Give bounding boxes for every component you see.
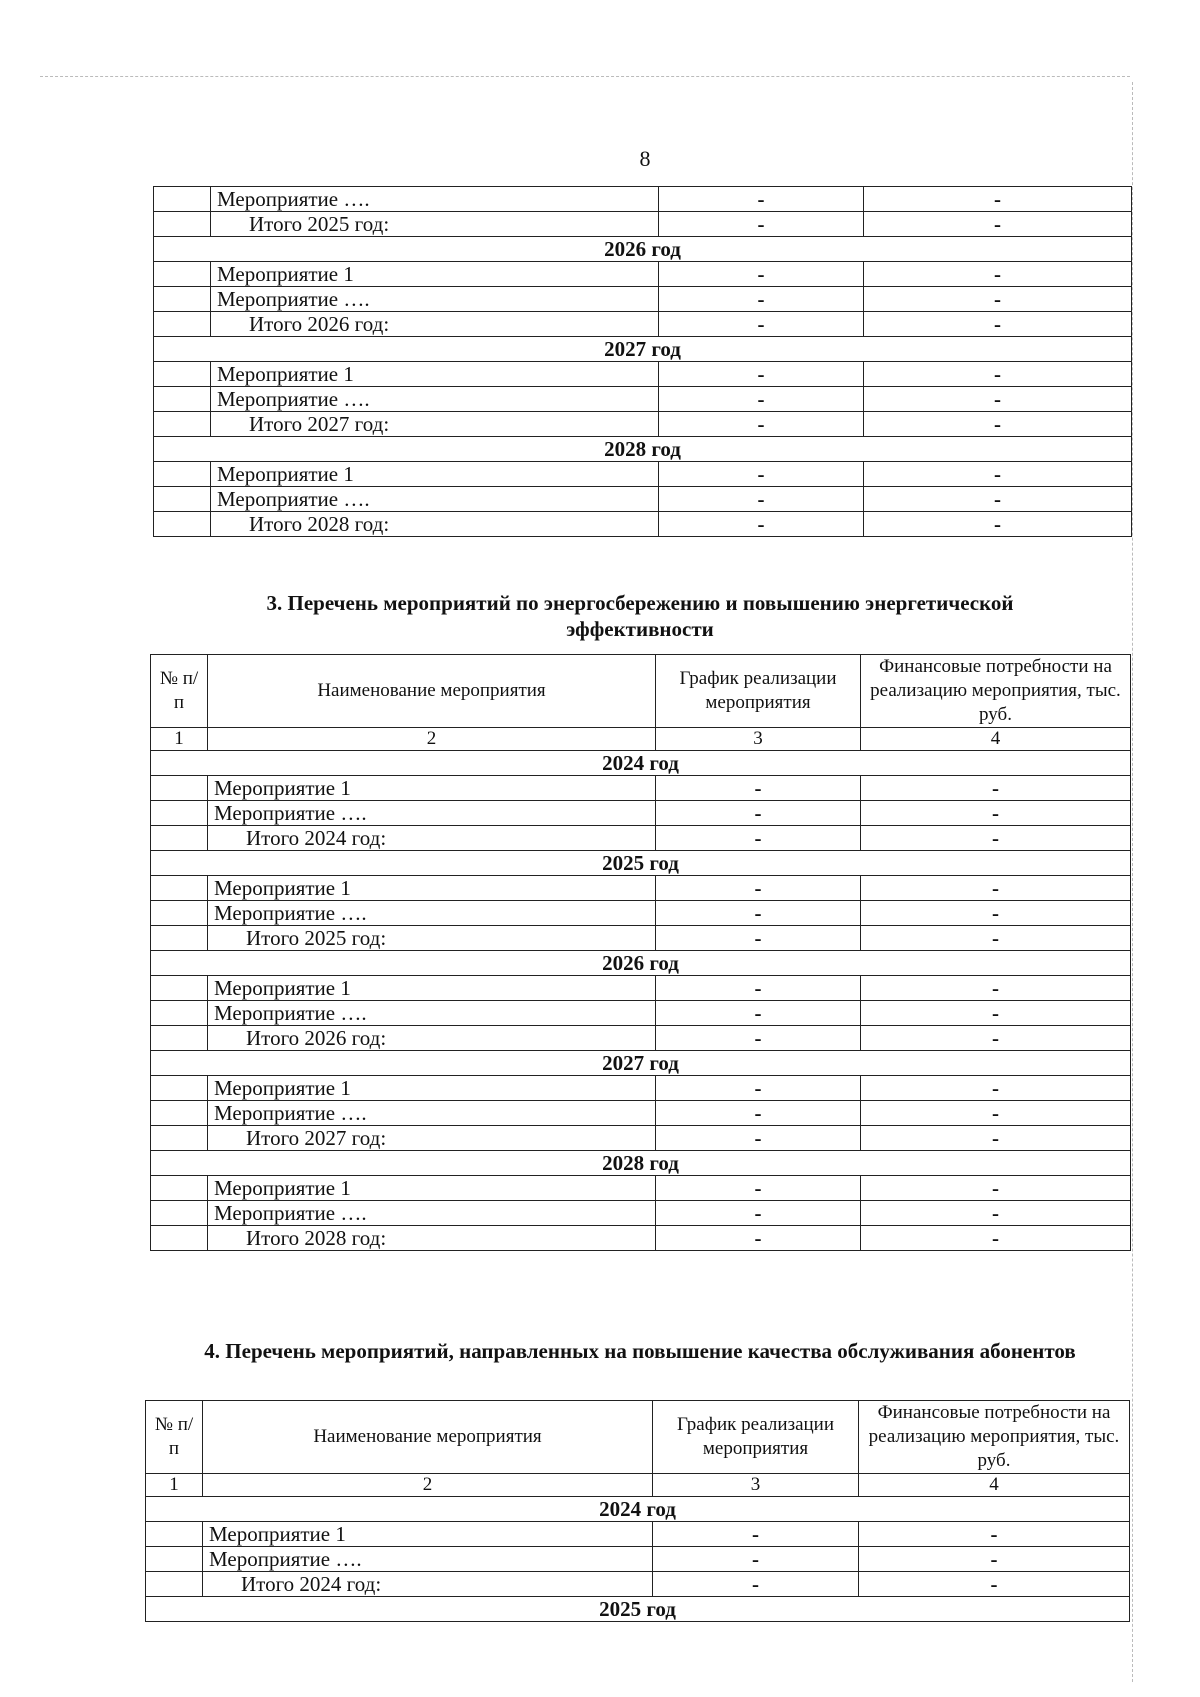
column-header-name: Наименование мероприятия <box>203 1401 653 1474</box>
section-3-title: 3. Перечень мероприятий по энергосбережению и повышению энергетической эффективности <box>266 591 1014 641</box>
measure-name: Мероприятие …. <box>211 287 659 312</box>
row-number-cell <box>151 1101 208 1126</box>
finance-value: - <box>859 1522 1130 1547</box>
table-row <box>154 462 1132 487</box>
column-number: 3 <box>656 728 861 751</box>
section-4-title: 4. Перечень мероприятий, направленных на повышение качества обслуживания абонентов <box>204 1339 1076 1363</box>
row-number-cell <box>154 412 211 437</box>
table-row <box>151 1126 1131 1151</box>
table-row <box>154 312 1132 337</box>
year-row <box>151 1051 1131 1076</box>
year-heading: 2024 год <box>151 751 1131 776</box>
scan-edge-top <box>40 76 1130 77</box>
measure-name: Мероприятие 1 <box>211 262 659 287</box>
row-number-cell <box>151 1126 208 1151</box>
finance-value: - <box>861 826 1131 851</box>
total-label: Итого 2028 год: <box>208 1226 656 1251</box>
year-heading: 2025 год <box>151 851 1131 876</box>
year-row <box>151 951 1131 976</box>
year-row <box>151 851 1131 876</box>
row-number-cell <box>154 187 211 212</box>
finance-value: - <box>864 412 1132 437</box>
schedule-value: - <box>659 462 864 487</box>
schedule-value: - <box>659 212 864 237</box>
total-label: Итого 2028 год: <box>211 512 659 537</box>
row-number-cell <box>151 1226 208 1251</box>
table-row <box>151 876 1131 901</box>
total-label: Итого 2025 год: <box>208 926 656 951</box>
table-row <box>154 487 1132 512</box>
table-row <box>146 1522 1130 1547</box>
table-row <box>154 262 1132 287</box>
schedule-value: - <box>656 1126 861 1151</box>
year-heading: 2028 год <box>151 1151 1131 1176</box>
column-number: 1 <box>146 1474 203 1497</box>
finance-value: - <box>861 926 1131 951</box>
schedule-value: - <box>659 512 864 537</box>
row-number-cell <box>154 312 211 337</box>
finance-value: - <box>864 287 1132 312</box>
finance-value: - <box>861 1076 1131 1101</box>
header-row <box>146 1401 1130 1474</box>
schedule-value: - <box>659 362 864 387</box>
finance-value: - <box>864 387 1132 412</box>
table-row <box>151 1226 1131 1251</box>
finance-value: - <box>864 212 1132 237</box>
schedule-value: - <box>656 1226 861 1251</box>
year-row <box>154 437 1132 462</box>
table-row <box>154 187 1132 212</box>
scan-edge-right <box>1132 82 1133 1682</box>
year-heading: 2027 год <box>151 1051 1131 1076</box>
measure-name: Мероприятие 1 <box>208 1176 656 1201</box>
column-number: 3 <box>653 1474 859 1497</box>
table-row <box>154 387 1132 412</box>
year-row <box>154 337 1132 362</box>
measure-name: Мероприятие …. <box>208 1201 656 1226</box>
schedule-value: - <box>656 801 861 826</box>
year-heading: 2028 год <box>154 437 1132 462</box>
schedule-value: - <box>656 1026 861 1051</box>
year-row <box>151 751 1131 776</box>
schedule-value: - <box>656 776 861 801</box>
finance-value: - <box>859 1547 1130 1572</box>
schedule-value: - <box>656 1001 861 1026</box>
table-row <box>151 1101 1131 1126</box>
finance-value: - <box>861 1226 1131 1251</box>
row-number-cell <box>151 976 208 1001</box>
column-number-row <box>151 728 1131 751</box>
table-row <box>146 1547 1130 1572</box>
table-row <box>151 976 1131 1001</box>
year-heading: 2026 год <box>151 951 1131 976</box>
schedule-value: - <box>659 187 864 212</box>
year-heading: 2027 год <box>154 337 1132 362</box>
row-number-cell <box>151 926 208 951</box>
total-label: Итого 2024 год: <box>203 1572 653 1597</box>
row-number-cell <box>151 801 208 826</box>
measure-name: Мероприятие …. <box>208 801 656 826</box>
header-row <box>151 655 1131 728</box>
schedule-value: - <box>656 976 861 1001</box>
finance-value: - <box>861 901 1131 926</box>
column-number: 4 <box>861 728 1131 751</box>
row-number-cell <box>154 262 211 287</box>
schedule-value: - <box>653 1547 859 1572</box>
row-number-cell <box>154 512 211 537</box>
row-number-cell <box>154 462 211 487</box>
column-header-finance: Финансовые потребности на реализацию мероприятия, тыс. руб. <box>859 1401 1130 1474</box>
year-row <box>154 237 1132 262</box>
column-header-name: Наименование мероприятия <box>208 655 656 728</box>
measure-name: Мероприятие 1 <box>211 362 659 387</box>
finance-value: - <box>859 1572 1130 1597</box>
finance-value: - <box>861 1126 1131 1151</box>
finance-value: - <box>864 262 1132 287</box>
schedule-value: - <box>656 1101 861 1126</box>
finance-value: - <box>864 487 1132 512</box>
measure-name: Мероприятие …. <box>208 901 656 926</box>
measure-name: Мероприятие 1 <box>211 462 659 487</box>
row-number-cell <box>151 1201 208 1226</box>
schedule-value: - <box>653 1522 859 1547</box>
total-label: Итого 2024 год: <box>208 826 656 851</box>
finance-value: - <box>861 1001 1131 1026</box>
finance-value: - <box>864 187 1132 212</box>
column-header-number: № п/п <box>151 655 208 728</box>
measure-name: Мероприятие 1 <box>208 976 656 1001</box>
table-row <box>151 1026 1131 1051</box>
schedule-value: - <box>659 412 864 437</box>
schedule-value: - <box>656 876 861 901</box>
column-number: 4 <box>859 1474 1130 1497</box>
measure-name: Мероприятие …. <box>211 187 659 212</box>
schedule-value: - <box>659 262 864 287</box>
finance-value: - <box>864 312 1132 337</box>
section-4-table <box>145 1400 1130 1622</box>
column-number-row <box>146 1474 1130 1497</box>
continuation-table <box>153 186 1132 537</box>
table-row <box>154 512 1132 537</box>
measure-name: Мероприятие 1 <box>208 876 656 901</box>
row-number-cell <box>151 876 208 901</box>
table-row <box>151 901 1131 926</box>
row-number-cell <box>151 901 208 926</box>
table-row <box>151 1076 1131 1101</box>
table-row <box>154 362 1132 387</box>
schedule-value: - <box>656 826 861 851</box>
table-row <box>151 926 1131 951</box>
schedule-value: - <box>656 1201 861 1226</box>
table-row <box>151 1176 1131 1201</box>
row-number-cell <box>151 776 208 801</box>
column-header-schedule: График реализации мероприятия <box>653 1401 859 1474</box>
table-row <box>151 1201 1131 1226</box>
finance-value: - <box>861 1101 1131 1126</box>
table-row <box>151 1001 1131 1026</box>
schedule-value: - <box>656 926 861 951</box>
measure-name: Мероприятие 1 <box>208 1076 656 1101</box>
row-number-cell <box>146 1522 203 1547</box>
finance-value: - <box>861 976 1131 1001</box>
total-label: Итого 2026 год: <box>208 1026 656 1051</box>
section-3-table <box>150 654 1131 1251</box>
table-row <box>151 826 1131 851</box>
schedule-value: - <box>653 1572 859 1597</box>
row-number-cell <box>154 212 211 237</box>
column-header-schedule: График реализации мероприятия <box>656 655 861 728</box>
schedule-value: - <box>656 1076 861 1101</box>
measure-name: Мероприятие …. <box>208 1001 656 1026</box>
finance-value: - <box>861 1026 1131 1051</box>
finance-value: - <box>861 776 1131 801</box>
finance-value: - <box>861 801 1131 826</box>
row-number-cell <box>146 1547 203 1572</box>
table-row <box>154 287 1132 312</box>
row-number-cell <box>151 826 208 851</box>
measure-name: Мероприятие 1 <box>208 776 656 801</box>
schedule-value: - <box>659 312 864 337</box>
column-header-number: № п/п <box>146 1401 203 1474</box>
table-row <box>146 1572 1130 1597</box>
table-row <box>154 212 1132 237</box>
total-label: Итого 2027 год: <box>211 412 659 437</box>
row-number-cell <box>154 387 211 412</box>
table-row <box>154 412 1132 437</box>
measure-name: Мероприятие …. <box>211 387 659 412</box>
column-header-finance: Финансовые потребности на реализацию мероприятия, тыс. руб. <box>861 655 1131 728</box>
page-number: 8 <box>639 146 651 171</box>
measure-name: Мероприятие 1 <box>203 1522 653 1547</box>
schedule-value: - <box>656 901 861 926</box>
row-number-cell <box>151 1026 208 1051</box>
finance-value: - <box>861 1176 1131 1201</box>
column-number: 2 <box>208 728 656 751</box>
year-row <box>146 1497 1130 1522</box>
table-row <box>151 776 1131 801</box>
measure-name: Мероприятие …. <box>211 487 659 512</box>
column-number: 2 <box>203 1474 653 1497</box>
column-number: 1 <box>151 728 208 751</box>
total-label: Итого 2025 год: <box>211 212 659 237</box>
measure-name: Мероприятие …. <box>208 1101 656 1126</box>
schedule-value: - <box>659 487 864 512</box>
finance-value: - <box>861 1201 1131 1226</box>
schedule-value: - <box>659 387 864 412</box>
measure-name: Мероприятие …. <box>203 1547 653 1572</box>
row-number-cell <box>151 1001 208 1026</box>
finance-value: - <box>861 876 1131 901</box>
year-row <box>146 1597 1130 1622</box>
table-row <box>151 801 1131 826</box>
finance-value: - <box>864 462 1132 487</box>
finance-value: - <box>864 512 1132 537</box>
year-heading: 2025 год <box>146 1597 1130 1622</box>
total-label: Итого 2026 год: <box>211 312 659 337</box>
finance-value: - <box>864 362 1132 387</box>
year-heading: 2024 год <box>146 1497 1130 1522</box>
row-number-cell <box>154 487 211 512</box>
schedule-value: - <box>659 287 864 312</box>
row-number-cell <box>146 1572 203 1597</box>
year-heading: 2026 год <box>154 237 1132 262</box>
row-number-cell <box>151 1176 208 1201</box>
row-number-cell <box>154 287 211 312</box>
year-row <box>151 1151 1131 1176</box>
row-number-cell <box>151 1076 208 1101</box>
row-number-cell <box>154 362 211 387</box>
schedule-value: - <box>656 1176 861 1201</box>
total-label: Итого 2027 год: <box>208 1126 656 1151</box>
